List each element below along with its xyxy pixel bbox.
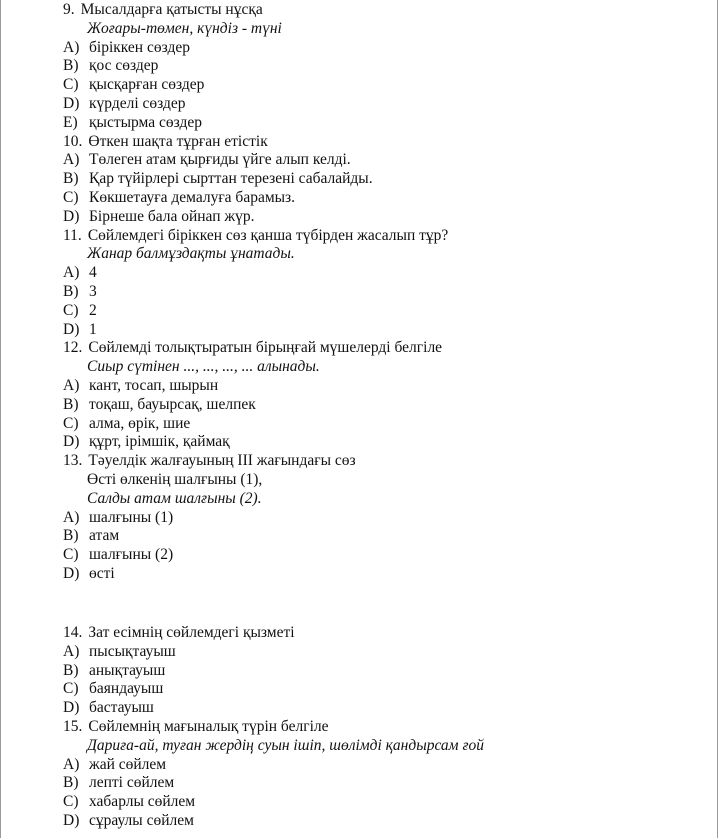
- question-15-option: [63, 774, 703, 793]
- option-letter: A): [63, 642, 80, 660]
- option-letter: B): [63, 774, 79, 792]
- question-15-prompt: Дариға-ай, туған жердің суын ішіп, шөлімді қандырсам ғой: [87, 736, 484, 754]
- question-13-stem: [63, 452, 703, 471]
- option-letter: D): [63, 564, 80, 582]
- question-10-option: [63, 151, 703, 170]
- option-letter: B): [63, 395, 79, 413]
- question-number: 14.: [63, 624, 83, 641]
- option-text: Бірнеше бала ойнап жүр.: [89, 207, 255, 225]
- question-text: Өткен шақта тұрған етістік: [88, 132, 268, 150]
- option-text: қос сөздер: [89, 57, 159, 75]
- option-text: шалғыны (1): [89, 508, 174, 526]
- question-text: Зат есімнің сөйлемдегі қызметі: [88, 624, 295, 641]
- question-10-stem: [63, 133, 703, 152]
- question-11-option: [63, 321, 703, 340]
- question-9-option: [63, 95, 703, 114]
- question-10-option: [63, 189, 703, 208]
- question-15-option: [63, 793, 703, 812]
- option-text: өсті: [89, 564, 115, 582]
- question-11-prompt: Жанар балмұздақты ұнатады.: [87, 245, 295, 263]
- question-9-option: [63, 57, 703, 76]
- question-11-option: [63, 302, 703, 321]
- question-number: 13.: [63, 452, 83, 470]
- question-14-option: [63, 662, 703, 681]
- option-text: анықтауыш: [89, 661, 166, 679]
- question-13-option: [63, 527, 703, 546]
- option-text: 4: [89, 264, 97, 282]
- option-text: құрт, ірімшік, қаймақ: [89, 433, 230, 451]
- option-letter: C): [63, 793, 79, 811]
- option-letter: C): [63, 546, 79, 564]
- option-text: шалғыны (2): [89, 546, 174, 564]
- option-text: 1: [89, 320, 97, 338]
- option-text: біріккен сөздер: [89, 38, 190, 56]
- question-number: 9.: [63, 1, 75, 18]
- option-letter: C): [63, 188, 79, 206]
- option-text: кант, тосап, шырын: [89, 376, 219, 394]
- question-15-option: [63, 812, 703, 831]
- option-letter: D): [63, 94, 80, 112]
- option-letter: D): [63, 320, 80, 338]
- option-letter: A): [63, 38, 80, 56]
- question-13-prompt: Өсті өлкенің шалғыны (1),: [87, 470, 263, 488]
- question-10-option: [63, 208, 703, 227]
- option-text: Төлеген атам қырғиды үйге алып келді.: [89, 151, 351, 169]
- question-12-option: [63, 377, 703, 396]
- question-9-stem: [63, 1, 703, 20]
- option-letter: B): [63, 170, 79, 188]
- option-text: баяндауыш: [89, 680, 164, 698]
- question-number: 15.: [63, 717, 83, 735]
- question-12-option: [63, 396, 703, 415]
- option-letter: C): [63, 414, 79, 432]
- option-text: тоқаш, бауырсақ, шелпек: [89, 395, 256, 413]
- option-text: атам: [89, 527, 120, 545]
- option-text: қысқарған сөздер: [89, 76, 205, 94]
- question-9-option: [63, 39, 703, 58]
- option-text: 3: [89, 282, 97, 300]
- question-block-9-13: [63, 1, 703, 584]
- question-12-option: [63, 433, 703, 452]
- option-letter: B): [63, 527, 79, 545]
- option-letter: C): [63, 680, 79, 698]
- question-9-option: [63, 76, 703, 95]
- question-text: Сөйлемді толықтыратын бірыңғай мүшелерді белгіле: [88, 339, 443, 357]
- question-10-option: [63, 170, 703, 189]
- option-text: сұраулы сөйлем: [89, 811, 194, 829]
- question-12-prompt: Сиыр сүтінен ..., ..., ..., ... алынады.: [87, 358, 320, 376]
- option-letter: E): [63, 113, 78, 131]
- option-letter: A): [63, 755, 80, 773]
- question-14-stem: [63, 624, 703, 643]
- option-letter: D): [63, 811, 80, 829]
- question-14-option: [63, 699, 703, 718]
- question-number: 10.: [63, 132, 83, 150]
- option-letter: B): [63, 661, 79, 679]
- question-15-stem: [63, 718, 703, 737]
- option-text: алма, өрік, шие: [89, 414, 191, 432]
- option-letter: C): [63, 301, 79, 319]
- option-text: 2: [89, 301, 97, 319]
- question-text: Тәуелдік жалғауының ІІІ жағындағы сөз: [88, 452, 356, 470]
- question-13-prompt: Салды атам шалғыны (2).: [87, 489, 262, 507]
- option-text: жай сөйлем: [89, 755, 167, 773]
- question-12-stem: [63, 339, 703, 358]
- question-13-option: [63, 546, 703, 565]
- option-text: Қар түйірлері сырттан терезені сабалайды.: [89, 170, 373, 188]
- question-text: Сөйлемдегі біріккен сөз қанша түбірден жасалып тұр?: [87, 226, 449, 244]
- option-letter: D): [63, 699, 80, 717]
- question-number: 11.: [63, 226, 82, 244]
- question-13-option: [63, 565, 703, 584]
- option-text: лепті сөйлем: [89, 774, 175, 792]
- question-15-option: [63, 756, 703, 775]
- option-text: хабарлы сөйлем: [89, 793, 196, 811]
- question-11-option: [63, 264, 703, 283]
- option-letter: A): [63, 508, 80, 526]
- option-text: Көкшетауға демалуға барамыз.: [89, 188, 296, 206]
- question-12-option: [63, 415, 703, 434]
- option-text: күрделі сөздер: [89, 94, 186, 112]
- option-letter: B): [63, 57, 79, 75]
- question-9-option: [63, 114, 703, 133]
- question-number: 12.: [63, 339, 83, 357]
- option-text: пысықтауыш: [89, 642, 176, 660]
- option-letter: A): [63, 264, 80, 282]
- option-letter: D): [63, 207, 80, 225]
- question-text: Сөйлемнің мағыналық түрін белгіле: [88, 717, 329, 735]
- question-9-prompt: Жоғары-төмен, күндіз - түні: [87, 19, 282, 37]
- question-13-option: [63, 509, 703, 528]
- option-letter: D): [63, 433, 80, 451]
- question-block-14-15: [63, 624, 703, 831]
- option-letter: B): [63, 282, 79, 300]
- question-11-option: [63, 283, 703, 302]
- question-11-stem: [63, 227, 703, 246]
- option-letter: C): [63, 76, 79, 94]
- question-14-option: [63, 680, 703, 699]
- question-14-option: [63, 643, 703, 662]
- option-text: қыстырма сөздер: [89, 113, 202, 131]
- question-text: Мысалдарға қатысты нұсқа: [80, 1, 263, 18]
- option-letter: A): [63, 151, 80, 169]
- option-text: бастауыш: [89, 699, 154, 717]
- option-letter: A): [63, 376, 80, 394]
